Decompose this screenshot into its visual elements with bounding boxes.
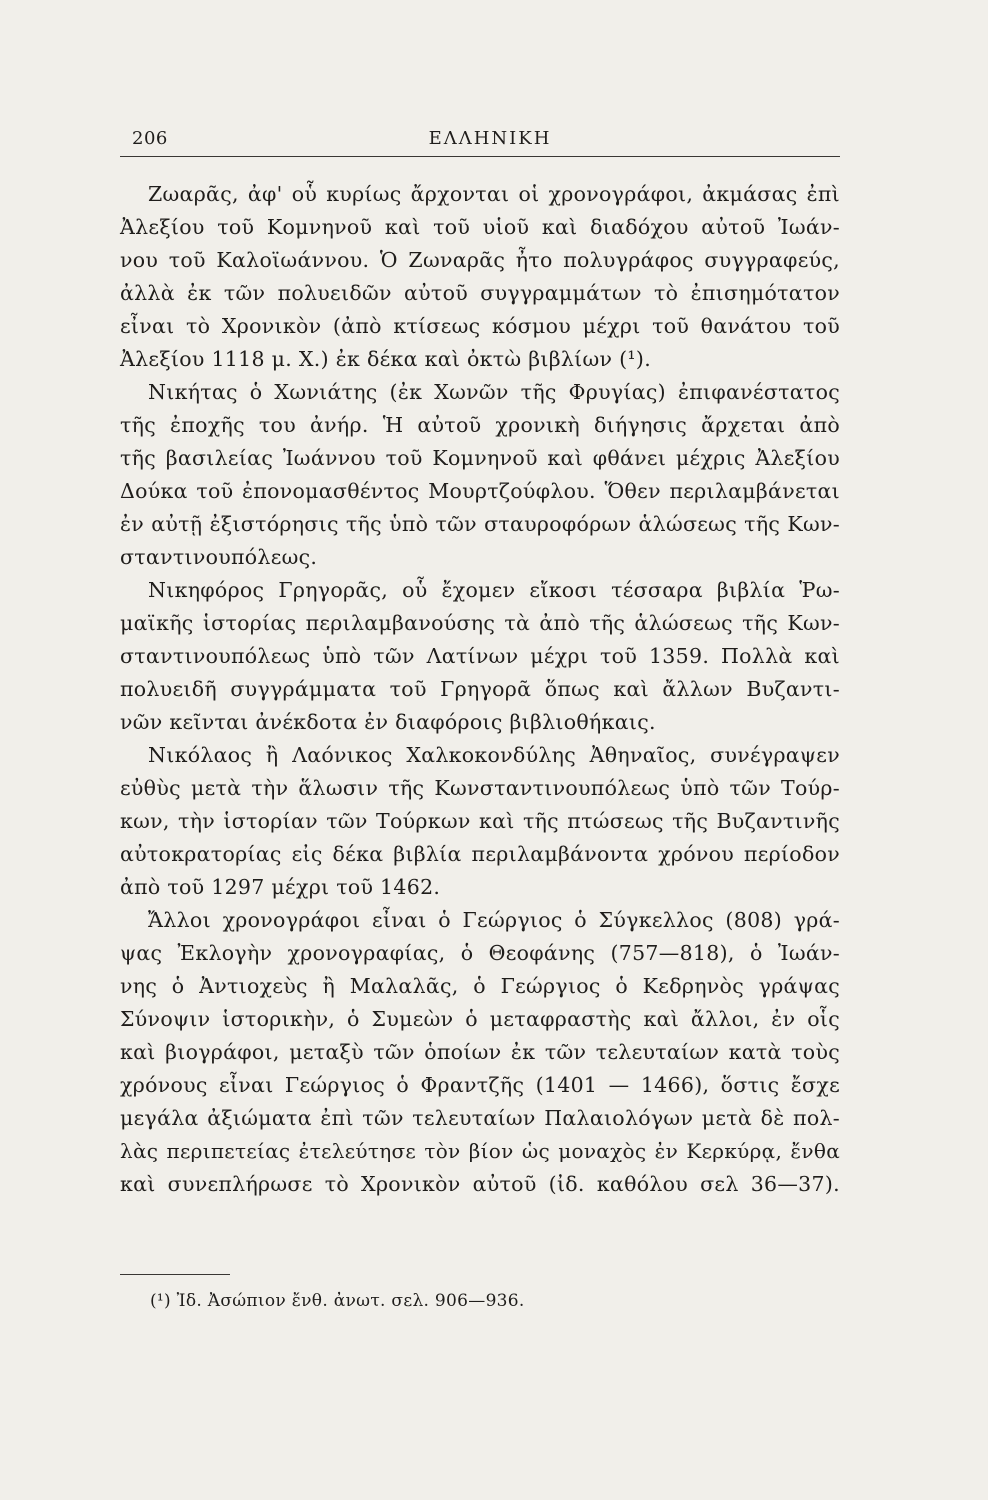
text-line: Ἀλεξίου 1118 μ. Χ.) ἐκ δέκα καὶ ὀκτὼ βιβλίων (¹). xyxy=(120,347,652,371)
text-line: ἐν αὐτῇ ἐξιστόρησις τῆς ὑπὸ τῶν σταυροφόρων ἁλώσεως τῆς Κων- xyxy=(120,512,840,536)
text-line: Δούκα τοῦ ἐπονομασθέντος Μουρτζούφλου. Ὅθεν περιλαμβάνεται xyxy=(120,479,840,503)
text-line: κων, τὴν ἱστορίαν τῶν Τούρκων καὶ τῆς πτώσεως τῆς Βυζαντινῆς xyxy=(120,809,840,833)
text-line: μεγάλα ἀξιώματα ἐπὶ τῶν τελευταίων Παλαιολόγων μετὰ δὲ πολ- xyxy=(120,1106,840,1130)
text-line: Ζωαρᾶς, ἀφ' οὗ κυρίως ἄρχονται οἱ χρονογράφοι, ἀκμάσας ἐπὶ xyxy=(148,182,840,206)
text-line: Νικόλαος ἢ Λαόνικος Χαλκοκονδύλης Ἀθηναῖος, συνέγραψεν xyxy=(148,743,840,767)
text-line: εὐθὺς μετὰ τὴν ἅλωσιν τῆς Κωνσταντινουπόλεως ὑπὸ τῶν Τούρ- xyxy=(120,776,840,800)
text-line: Νικηφόρος Γρηγορᾶς, οὗ ἔχομεν εἴκοσι τέσσαρα βιβλία Ῥω- xyxy=(148,578,840,602)
text-line: Νικήτας ὁ Χωνιάτης (ἐκ Χωνῶν τῆς Φρυγίας) ἐπιφανέστατος xyxy=(148,380,840,404)
text-line: καὶ συνεπλήρωσε τὸ Χρονικὸν αὐτοῦ (ἰδ. καθόλου σελ 36—37). xyxy=(120,1172,840,1196)
page-number: 206 xyxy=(132,128,168,149)
body-text xyxy=(120,178,840,1201)
text-line: λὰς περιπετείας ἐτελεύτησε τὸν βίον ὡς μοναχὸς ἐν Κερκύρᾳ, ἔνθα xyxy=(120,1139,840,1163)
text-line: αὐτοκρατορίας εἰς δέκα βιβλία περιλαμβάνοντα χρόνου περίοδον xyxy=(120,842,840,866)
text-line: εἶναι τὸ Χρονικὸν (ἀπὸ κτίσεως κόσμου μέχρι τοῦ θανάτου τοῦ xyxy=(120,314,840,338)
text-line: τῆς ἐποχῆς του ἀνήρ. Ἡ αὐτοῦ χρονικὴ διήγησις ἄρχεται ἀπὸ xyxy=(120,413,840,437)
text-line: νου τοῦ Καλοϊωάννου. Ὁ Ζωναρᾶς ἦτο πολυγράφος συγγραφεύς, xyxy=(120,248,840,272)
text-line: ψας Ἐκλογὴν χρονογραφίας, ὁ Θεοφάνης (757—818), ὁ Ἰωάν- xyxy=(120,941,840,965)
footnote-rule xyxy=(120,1274,230,1275)
text-line: σταντινουπόλεως. xyxy=(120,545,318,569)
text-line: ἀλλὰ ἐκ τῶν πολυειδῶν αὐτοῦ συγγραμμάτων τὸ ἐπισημότατον xyxy=(120,281,840,305)
text-line: νης ὁ Ἀντιοχεὺς ἢ Μαλαλᾶς, ὁ Γεώργιος ὁ Κεδρηνὸς γράψας xyxy=(120,974,840,998)
text-line: Σύνοψιν ἱστορικὴν, ὁ Συμεὼν ὁ μεταφραστὴς καὶ ἄλλοι, ἐν οἷς xyxy=(120,1007,840,1031)
running-title: ΕΛΛΗΝΙΚΗ xyxy=(428,128,552,149)
text-line: μαϊκῆς ἱστορίας περιλαμβανούσης τὰ ἀπὸ τῆς ἁλώσεως τῆς Κων- xyxy=(120,611,840,635)
text-line: τῆς βασιλείας Ἰωάννου τοῦ Κομνηνοῦ καὶ φθάνει μέχρις Ἀλεξίου xyxy=(120,446,840,470)
text-line: ἀπὸ τοῦ 1297 μέχρι τοῦ 1462. xyxy=(120,875,441,899)
text-line: Ἄλλοι χρονογράφοι εἶναι ὁ Γεώργιος ὁ Σύγκελλος (808) γρά- xyxy=(148,908,840,932)
text-line: νῶν κεῖνται ἀνέκδοτα ἐν διαφόροις βιβλιοθήκαις. xyxy=(120,710,656,734)
running-header xyxy=(120,128,840,150)
text-line: σταντινουπόλεως ὑπὸ τῶν Λατίνων μέχρι τοῦ 1359. Πολλὰ καὶ xyxy=(120,644,840,668)
header-rule xyxy=(120,156,840,157)
text-line: καὶ βιογράφοι, μεταξὺ τῶν ὁποίων ἐκ τῶν τελευταίων κατὰ τοὺς xyxy=(120,1040,840,1064)
footnote: (¹) Ἰδ. Ἀσώπιον ἔνθ. ἀνωτ. σελ. 906—936. xyxy=(150,1291,525,1311)
text-line: Ἀλεξίου τοῦ Κομνηνοῦ καὶ τοῦ υἱοῦ καὶ διαδόχου αὐτοῦ Ἰωάν- xyxy=(120,215,840,239)
text-line: πολυειδῆ συγγράμματα τοῦ Γρηγορᾶ ὅπως καὶ ἄλλων Βυζαντι- xyxy=(120,677,840,701)
text-line: χρόνους εἶναι Γεώργιος ὁ Φραντζῆς (1401 — 1466), ὅστις ἔσχε xyxy=(120,1073,840,1097)
